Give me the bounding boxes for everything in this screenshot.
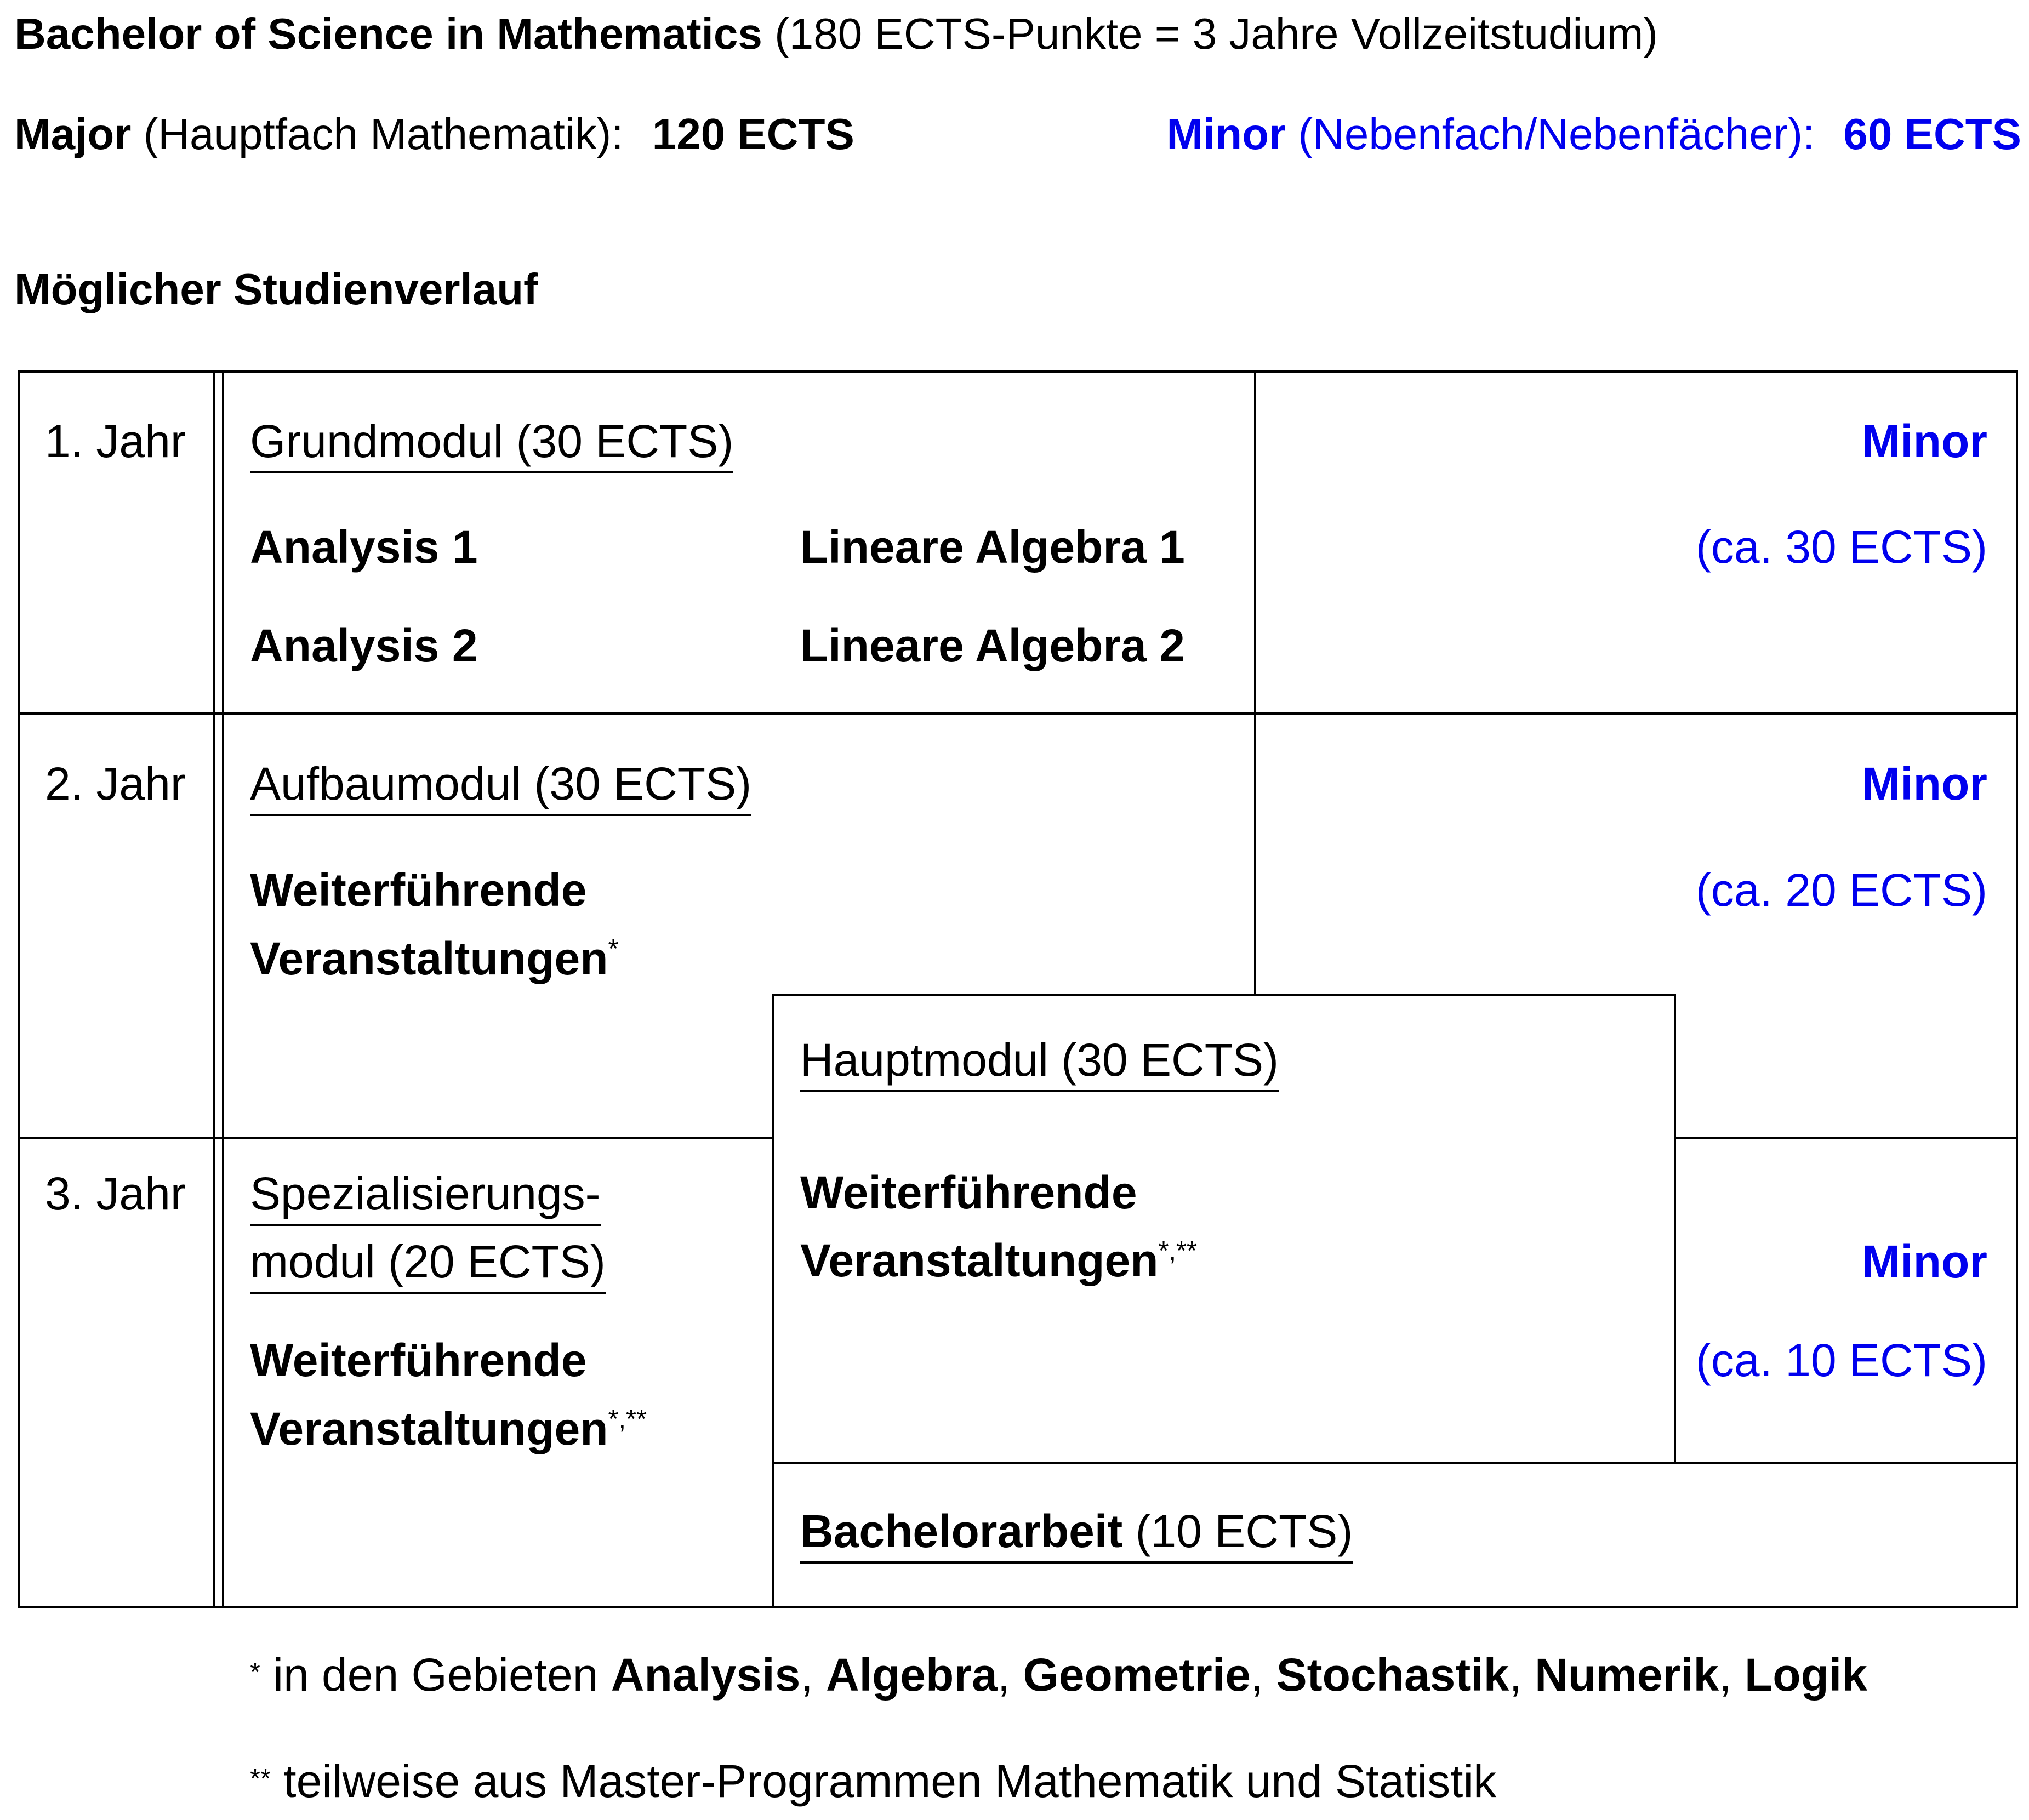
page-title-detail: (180 ECTS-Punkte = 3 Jahre Vollzeitstudium) (774, 9, 1658, 58)
course-lineare-algebra-2: Lineare Algebra 2 (800, 620, 1185, 671)
page-title (14, 9, 1658, 58)
spezialisierungsmodul-title-1 (250, 1168, 601, 1219)
footnote-double-star-mark: ** (250, 1764, 271, 1794)
footnote-double-star-text: teilweise aus Master-Programmen Mathematik und Statistik (283, 1755, 1497, 1807)
minor-year-1-ects: (ca. 30 ECTS) (1695, 521, 1987, 573)
hauptmodul-line-2 (800, 1235, 1197, 1286)
major-summary (14, 112, 854, 156)
area-numerik: Numerik (1535, 1649, 1719, 1701)
bachelorarbeit (800, 1505, 1353, 1557)
footnote-star-mark: * (250, 1657, 260, 1687)
aufbaumodul-footnote-mark: * (608, 934, 619, 964)
year-divider-1 (213, 370, 215, 1608)
row-separator-2-left (18, 1137, 773, 1139)
minor-description: (Nebenfach/Nebenfächer): (1298, 110, 1815, 158)
area-algebra: Algebra (826, 1649, 998, 1701)
frame-bottom (18, 1606, 2018, 1608)
hauptmodul-footnote-mark: *,** (1158, 1236, 1197, 1266)
aufbaumodul-title-text: Aufbaumodul (30 ECTS) (250, 758, 751, 816)
area-logik: Logik (1744, 1649, 1867, 1701)
minor-year-2-ects: (ca. 20 ECTS) (1695, 864, 1987, 916)
grundmodul-title (250, 415, 734, 467)
area-analysis: Analysis (611, 1649, 801, 1701)
row-separator-2-right (1674, 1137, 2018, 1139)
hauptmodul-line-2-text: Veranstaltungen (800, 1235, 1159, 1286)
area-separator: , (997, 1649, 1011, 1701)
minor-year-1-label: Minor (1862, 415, 1987, 467)
minor-summary (1166, 112, 2021, 156)
spezialisierungsmodul-line-2 (250, 1403, 647, 1454)
bachelorarbeit-separator (772, 1462, 2018, 1464)
year-1-label: 1. Jahr (45, 415, 186, 467)
frame-right (2016, 370, 2018, 1608)
area-separator: , (800, 1649, 813, 1701)
grundmodul-title-text: Grundmodul (30 ECTS) (250, 415, 733, 473)
spezialisierungsmodul-title-2-text: modul (20 ECTS) (250, 1236, 606, 1294)
course-lineare-algebra-1: Lineare Algebra 1 (800, 521, 1185, 573)
bachelorarbeit-text (800, 1505, 1353, 1564)
row-separator-1 (18, 712, 2018, 715)
area-separator: , (1719, 1649, 1732, 1701)
minor-label: Minor (1166, 110, 1286, 158)
spezialisierungsmodul-line-2-text: Veranstaltungen (250, 1403, 608, 1454)
footnote-master (250, 1755, 1497, 1807)
area-geometrie: Geometrie (1023, 1649, 1251, 1701)
bachelorarbeit-label: Bachelorarbeit (800, 1505, 1123, 1557)
minor-column-divider (1254, 370, 1256, 995)
hauptmodul-title (800, 1034, 1279, 1086)
hauptmodul-box-left (772, 994, 774, 1608)
year-divider-2 (222, 370, 224, 1608)
frame-left (18, 370, 20, 1608)
spezialisierungsmodul-title-1-text: Spezialisierungs- (250, 1168, 601, 1226)
aufbaumodul-title (250, 758, 752, 809)
major-ects: 120 ECTS (652, 110, 854, 158)
major-label: Major (14, 110, 132, 158)
minor-year-3-ects: (ca. 10 ECTS) (1695, 1334, 1987, 1386)
aufbaumodul-line-1: Weiterführende (250, 864, 587, 916)
bachelorarbeit-ects: (10 ECTS) (1135, 1505, 1353, 1557)
minor-ects: 60 ECTS (1843, 110, 2021, 158)
spezialisierungsmodul-line-1: Weiterführende (250, 1334, 587, 1386)
footnote-areas (250, 1649, 1867, 1701)
course-analysis-2: Analysis 2 (250, 620, 478, 671)
year-3-label: 3. Jahr (45, 1168, 186, 1219)
spezialisierungsmodul-footnote-mark: *,** (608, 1404, 647, 1434)
hauptmodul-line-1: Weiterführende (800, 1167, 1137, 1218)
minor-year-2-label: Minor (1862, 758, 1987, 809)
frame-top (18, 370, 2018, 373)
course-analysis-1: Analysis 1 (250, 521, 478, 573)
section-title: Möglicher Studienverlauf (14, 265, 538, 313)
area-separator: , (1509, 1649, 1522, 1701)
year-2-label: 2. Jahr (45, 758, 186, 809)
aufbaumodul-line-2-text: Veranstaltungen (250, 933, 608, 984)
spezialisierungsmodul-title-2 (250, 1236, 606, 1287)
area-stochastik: Stochastik (1276, 1649, 1509, 1701)
hauptmodul-title-text: Hauptmodul (30 ECTS) (800, 1034, 1279, 1092)
area-separator: , (1250, 1649, 1264, 1701)
minor-year-3-label: Minor (1862, 1236, 1987, 1287)
major-description: (Hauptfach Mathematik): (143, 110, 624, 158)
aufbaumodul-line-2 (250, 935, 618, 982)
footnote-star-text: in den Gebieten (273, 1649, 599, 1701)
hauptmodul-box-right (1674, 994, 1676, 1464)
hauptmodul-box-top (772, 994, 1676, 996)
page-title-degree: Bachelor of Science in Mathematics (14, 9, 762, 58)
